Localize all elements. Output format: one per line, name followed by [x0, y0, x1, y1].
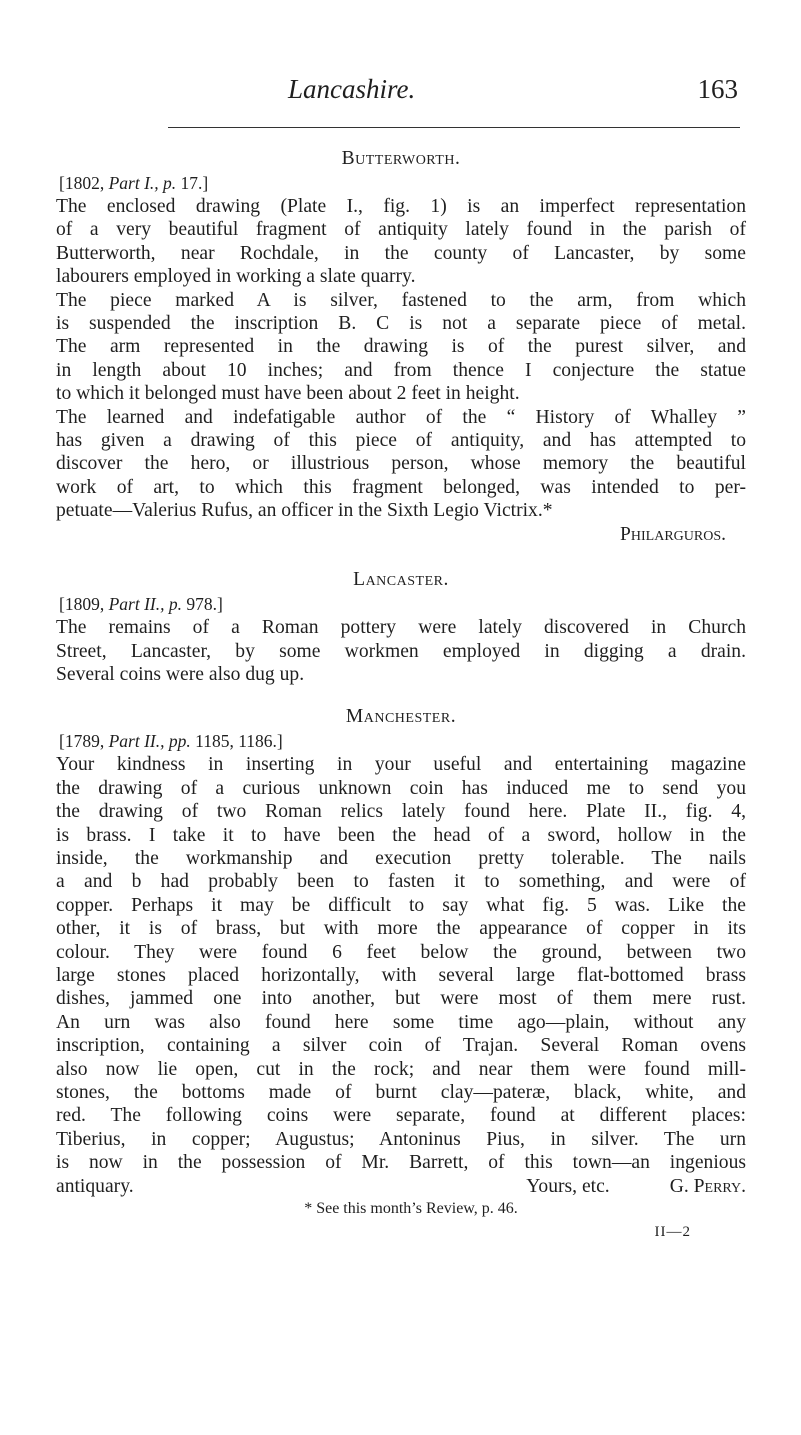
- citation-year: [1809,: [59, 594, 105, 615]
- text-line: Tiberius, in copper; Augustus; Antoninus Pius, in silver. The urn: [56, 1128, 746, 1150]
- citation-page: 1185, 1186.]: [195, 731, 283, 752]
- page-number: 163: [697, 74, 738, 104]
- text-line: the drawing of two Roman relics lately found here. Plate II., fig. 4,: [56, 801, 746, 823]
- page-body: [56, 145, 746, 1244]
- citation-page: 978.]: [186, 594, 223, 615]
- text-line: Street, Lancaster, by some workmen employed in digging a drain.: [56, 640, 746, 662]
- valediction: Yours, etc.: [526, 1175, 610, 1197]
- signature-philarguros: Philarguros.: [620, 523, 726, 545]
- text-line: copper. Perhaps it may be difficult to say what fig. 5 was. Like the: [56, 894, 746, 916]
- section-body-lancaster: [56, 616, 746, 686]
- citation-page: 17.]: [180, 173, 209, 193]
- text-line: dishes, jammed one into another, but were most of them mere rust.: [56, 988, 746, 1010]
- text-line: inscription, containing a silver coin of Trajan. Several Roman ovens: [56, 1035, 746, 1057]
- section-body-manchester: [56, 753, 746, 1174]
- closing-line: [56, 1175, 746, 1198]
- text-line: The arm represented in the drawing is of the purest silver, and: [56, 336, 746, 358]
- citation-part: Part II., pp.: [108, 731, 191, 752]
- section-title-manchester: Manchester.: [345, 706, 457, 728]
- citation-part: Part II., p.: [108, 594, 182, 615]
- citation-part: Part I., p.: [108, 173, 177, 193]
- citation-manchester: [56, 730, 746, 753]
- text-line: labourers employed in working a slate quarry.: [56, 266, 416, 288]
- text-line: the drawing of a curious unknown coin has induced me to send you: [56, 777, 746, 799]
- text-line: red. The following coins were separate, found at different places:: [56, 1105, 746, 1127]
- text-line: has given a drawing of this piece of antiquity, and has attempted to: [56, 430, 746, 452]
- text-line: petuate—Valerius Rufus, an officer in the Sixth Legio Victrix.*: [56, 500, 553, 522]
- text-line: stones, the bottoms made of burnt clay—pateræ, black, white, and: [56, 1082, 746, 1103]
- text-line: a and b had probably been to fasten it to something, and were of: [56, 871, 746, 893]
- citation-butterworth: [56, 172, 746, 195]
- text-line: colour. They were found 6 feet below the ground, between two: [56, 941, 746, 963]
- text-line: The remains of a Roman pottery were lately discovered in Church: [56, 617, 746, 639]
- text-line: other, it is of brass, but with more the appearance of copper in its: [56, 918, 746, 940]
- text-line: The learned and indefatigable author of the “ History of Whalley ”: [56, 406, 746, 428]
- text-line: large stones placed horizontally, with several large flat-bottomed brass: [56, 964, 746, 986]
- text-line: work of art, to which this fragment belonged, was intended to per-: [56, 476, 746, 498]
- citation-year: [1802,: [59, 173, 105, 193]
- citation-year: [1789,: [59, 731, 105, 752]
- text-line: of a very beautiful fragment of antiquity lately found in the parish of: [56, 219, 746, 241]
- text-line: is suspended the inscription B. C is not a separate piece of metal.: [56, 313, 746, 335]
- text-line: to which it belonged must have been about 2 feet in height.: [56, 383, 520, 405]
- text-line: Your kindness in inserting in your useful and entertaining magazine: [56, 754, 746, 776]
- closing-text: antiquary.: [56, 1175, 134, 1197]
- text-line: The enclosed drawing (Plate I., fig. 1) is an imperfect representation: [56, 196, 746, 217]
- text-line: An urn was also found here some time ago—plain, without any: [56, 1011, 746, 1033]
- text-line: inside, the workmanship and execution pretty tolerable. The nails: [56, 847, 746, 869]
- section-title-butterworth: Butterworth.: [341, 148, 461, 169]
- header-rule: [168, 127, 740, 128]
- footnote: * See this month’s Review, p. 46.: [304, 1200, 518, 1218]
- section-body-butterworth: [56, 195, 746, 523]
- citation-lancaster: [56, 593, 746, 616]
- running-head-title: Lancashire.: [288, 74, 416, 104]
- section-title-lancaster: Lancaster.: [353, 569, 449, 591]
- text-line: in length about 10 inches; and from thence I conjecture the statue: [56, 359, 746, 381]
- text-line: Several coins were also dug up.: [56, 663, 305, 685]
- signature-perry: G. Perry.: [669, 1175, 746, 1197]
- text-line: The piece marked A is silver, fastened to the arm, from which: [56, 289, 746, 311]
- running-head: [288, 74, 738, 114]
- text-line: Butterworth, near Rochdale, in the county of Lancaster, by some: [56, 242, 746, 264]
- text-line: also now lie open, cut in the rock; and near them were found mill-: [56, 1058, 746, 1080]
- sheet-signature-mark: II—2: [654, 1224, 691, 1241]
- text-line: is now in the possession of Mr. Barrett, of this town—an ingenious: [56, 1152, 746, 1174]
- text-line: discover the hero, or illustrious person, whose memory the beautiful: [56, 453, 746, 475]
- text-line: is brass. I take it to have been the head of a sword, hollow in the: [56, 824, 746, 846]
